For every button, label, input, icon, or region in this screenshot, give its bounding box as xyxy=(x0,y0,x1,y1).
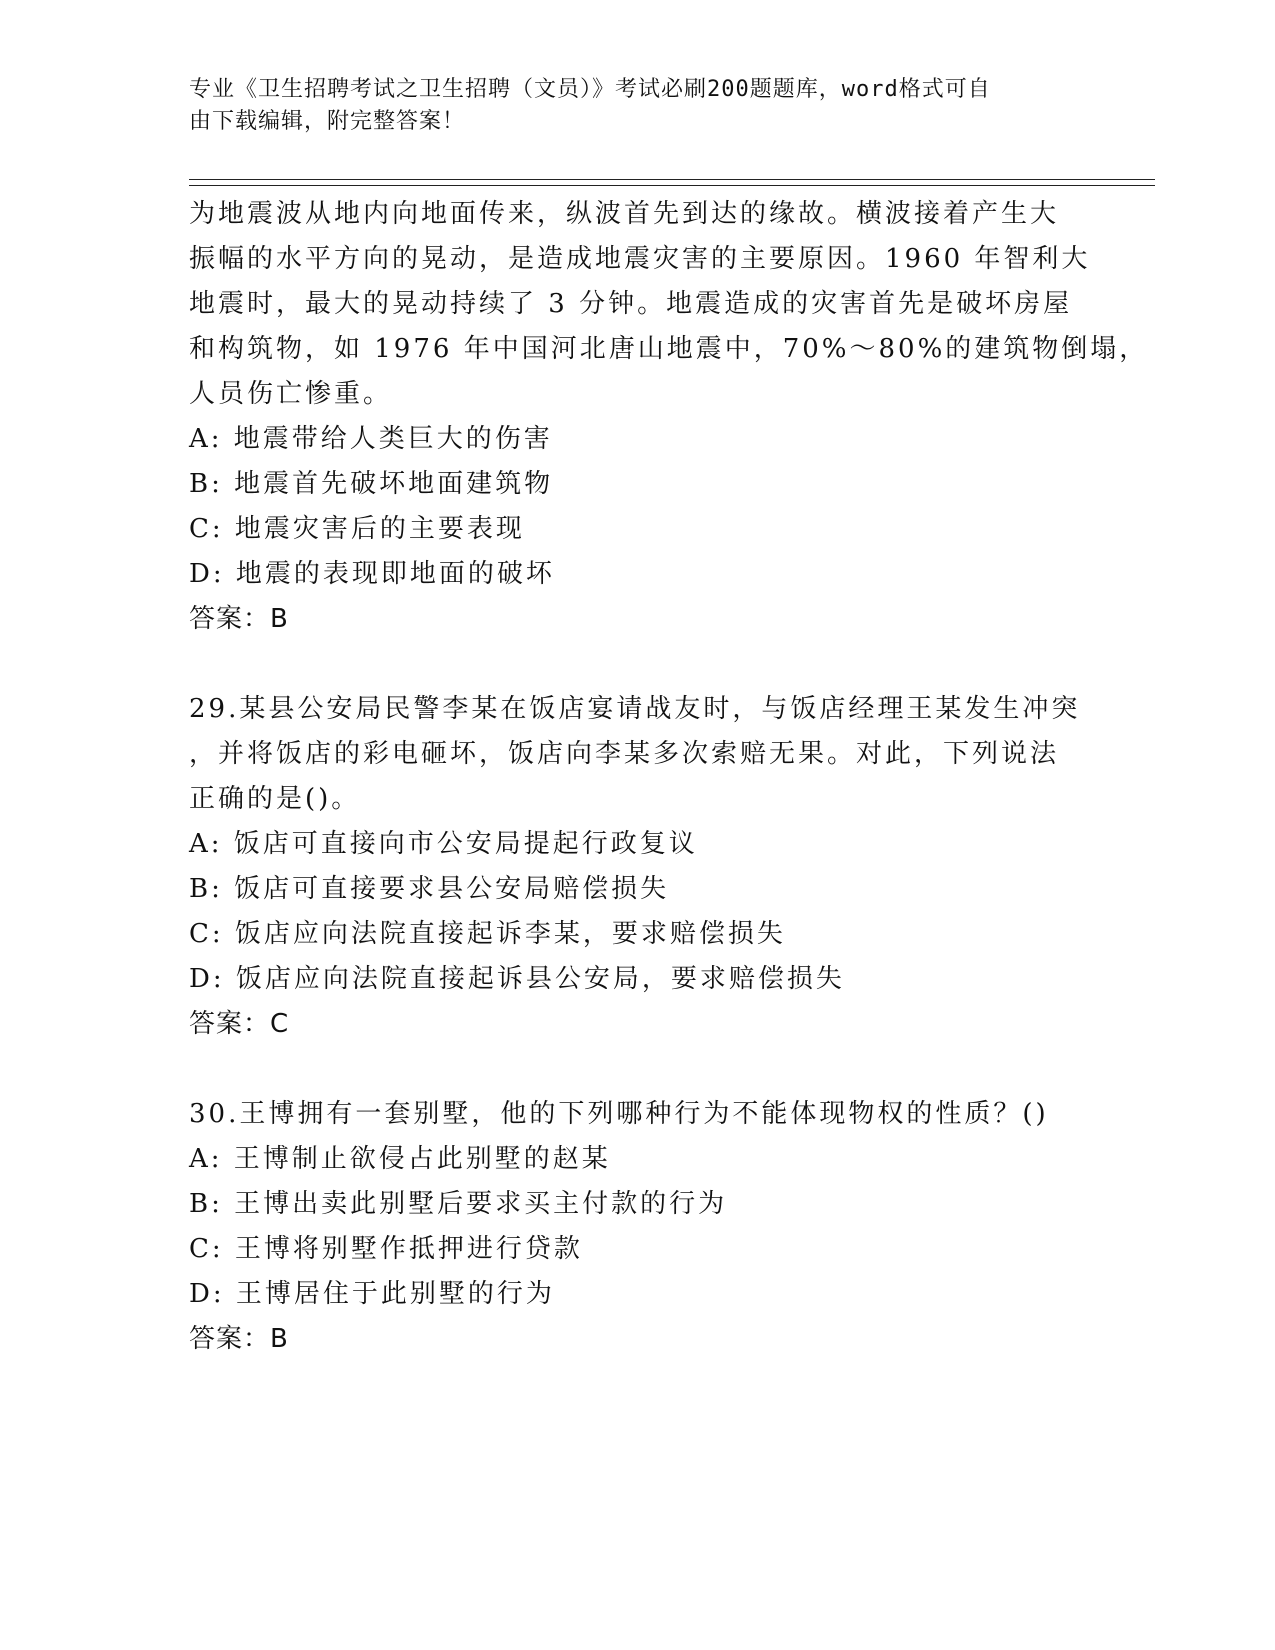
question-text-line: 地震时，最大的晃动持续了 3 分钟。地震造成的灾害首先是破坏房屋 xyxy=(189,289,1073,319)
option-c: C: 饭店应向法院直接起诉李某，要求赔偿损失 xyxy=(189,919,786,949)
spacer xyxy=(189,642,1089,687)
header-line-2: 由下载编辑，附完整答案！ xyxy=(189,109,466,134)
option-a: A: 王博制止欲侵占此别墅的赵某 xyxy=(189,1144,611,1174)
answer-line: 答案：B xyxy=(189,1324,289,1354)
answer-line: 答案：C xyxy=(189,1009,290,1039)
option-c: C: 王博将别墅作抵押进行贷款 xyxy=(189,1234,583,1264)
option-b: B: 地震首先破坏地面建筑物 xyxy=(189,469,554,499)
option-d: D: 地震的表现即地面的破坏 xyxy=(189,559,555,589)
spacer xyxy=(189,1047,1089,1092)
option-a: A: 饭店可直接向市公安局提起行政复议 xyxy=(189,829,698,859)
option-b: B: 王博出卖此别墅后要求买主付款的行为 xyxy=(189,1189,728,1219)
question-text-line: 30.王博拥有一套别墅，他的下列哪种行为不能体现物权的性质？() xyxy=(189,1099,1049,1129)
header-divider-bottom xyxy=(189,185,1155,186)
question-text-line: 正确的是()。 xyxy=(189,784,361,814)
question-text-line: 为地震波从地内向地面传来，纵波首先到达的缘故。横波接着产生大 xyxy=(189,199,1060,229)
option-d: D: 饭店应向法院直接起诉县公安局，要求赔偿损失 xyxy=(189,964,845,994)
header-divider-top xyxy=(189,179,1155,180)
answer-line: 答案：B xyxy=(189,604,289,634)
option-a: A: 地震带给人类巨大的伤害 xyxy=(189,424,553,454)
question-text-line: ，并将饭店的彩电砸坏，饭店向李某多次索赔无果。对此，下列说法 xyxy=(189,739,1060,769)
option-c: C: 地震灾害后的主要表现 xyxy=(189,514,525,544)
question-text-line: 29.某县公安局民警李某在饭店宴请战友时，与饭店经理王某发生冲突 xyxy=(189,694,1081,724)
document-header xyxy=(189,74,1089,138)
question-28-continued xyxy=(189,192,1149,642)
question-29 xyxy=(189,687,1089,1047)
question-text-line: 人员伤亡惨重。 xyxy=(189,379,393,409)
question-30 xyxy=(189,1092,1089,1362)
document-body xyxy=(189,192,1149,1362)
question-text-line: 和构筑物，如 1976 年中国河北唐山地震中，70%～80%的建筑物倒塌， xyxy=(189,334,1149,364)
header-line-1: 专业《卫生招聘考试之卫生招聘（文员）》考试必刷200题题库，word格式可自 xyxy=(189,77,991,102)
option-b: B: 饭店可直接要求县公安局赔偿损失 xyxy=(189,874,670,904)
option-d: D: 王博居住于此别墅的行为 xyxy=(189,1279,555,1309)
question-text-line: 振幅的水平方向的晃动，是造成地震灾害的主要原因。1960 年智利大 xyxy=(189,244,1091,274)
